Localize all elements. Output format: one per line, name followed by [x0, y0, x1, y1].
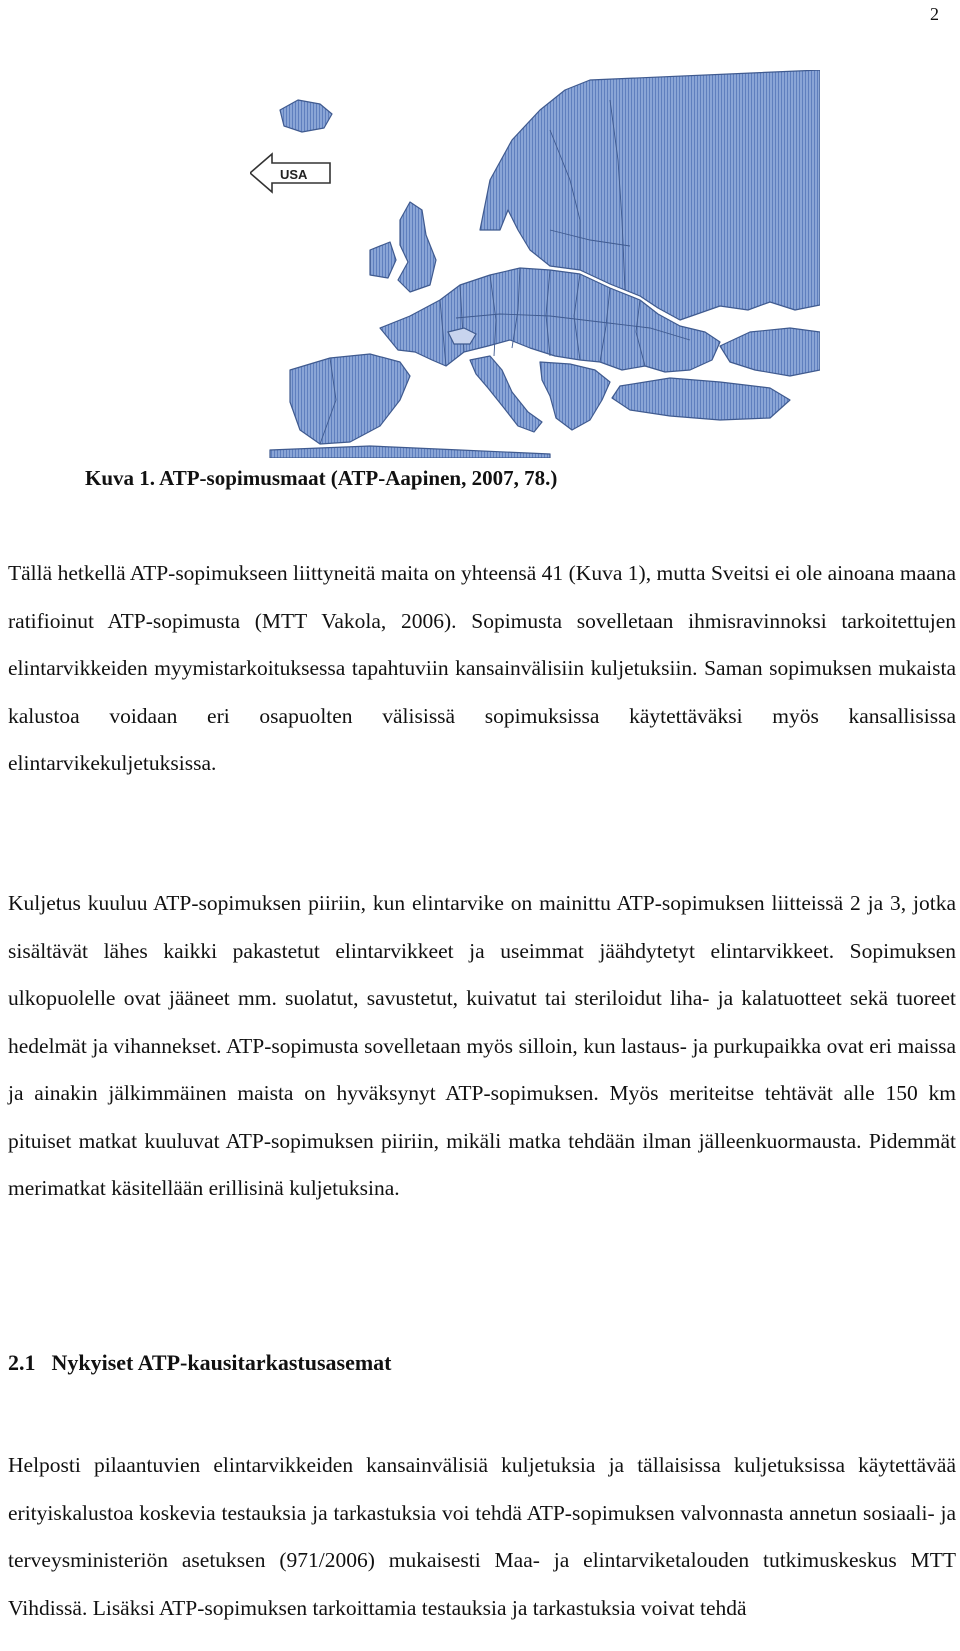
europe-map-figure: [250, 70, 820, 458]
caucasus-shape: [720, 328, 820, 376]
usa-arrow-label: [250, 154, 330, 192]
north-africa-shape: [270, 446, 550, 458]
ireland-shape: [370, 242, 396, 278]
figure-caption: Kuva 1. ATP-sopimusmaat (ATP-Aapinen, 2007, 78.): [85, 466, 558, 490]
paragraph-1: Tällä hetkellä ATP-sopimukseen liittyneitä maita on yhteensä 41 (Kuva 1), mutta Sveitsi ei ole ainoana maana ratifioinut ATP-sopimusta (MTT Vakola, 2006). Sopimusta sovelletaan ihmisravinnoksi tarkoitettujen elintarvikkeiden myymistarkoituksessa tapahtuviin kansainvälisiin kuljetuksiin. Saman sopimuksen mukaista kalustoa voidaan eri osapuolten välisissä sopimuksissa käytettäväksi myös kansallisissa elintarvikekuljetuksissa.: [8, 561, 956, 775]
section-heading: [8, 1350, 392, 1376]
iberia-shape: [290, 354, 410, 444]
country-shapes: [270, 70, 820, 458]
section-number: 2.1: [8, 1350, 36, 1375]
italy-shape: [470, 356, 542, 432]
britain-shape: [398, 202, 436, 292]
balkans-shape: [540, 362, 610, 430]
turkey-shape: [612, 378, 790, 420]
paragraph-2: Kuljetus kuuluu ATP-sopimuksen piiriin, kun elintarvike on mainittu ATP-sopimuksen liitteissä 2 ja 3, jotka sisältävät lähes kaikki pakastetut elintarvikkeet ja useimmat jäähdytetyt elintarvikkeet. Sopimuksen ulkopuolelle ovat jääneet mm. suolatut, savustetut, kuivatut tai steriloidut liha- ja kalatuotteet sekä tuoreet hedelmät ja vihannekset. ATP-sopimusta sovelletaan myös silloin, kun lastaus- ja purkupaikka ovat eri maissa ja ainakin jälkimmäinen maista on hyväksynyt ATP-sopimuksen. Myös meriteitse tehtävät alle 150 km pituiset matkat kuuluvat ATP-sopimuksen piiriin, mikäli matka tehdään ilman jälleenkuormausta. Pidemmät merimatkat käsitellään erillisinä kuljetuksina.: [8, 891, 956, 1200]
usa-label: USA: [280, 167, 308, 182]
page-number: 2: [930, 4, 939, 24]
section-title: Nykyiset ATP-kausitarkastusasemat: [51, 1350, 392, 1375]
paragraph-3: Helposti pilaantuvien elintarvikkeiden kansainvälisiä kuljetuksia ja tällaisissa kuljetuksissa käytettävää erityiskalustoa koskevia testauksia ja tarkastuksia voi tehdä ATP-sopimuksen valvonnasta annetun sosiaali- ja terveysministeriön asetuksen (971/2006) mukaisesti Maa- ja elintarviketalouden tutkimuskeskus MTT Vihdissä. Lisäksi ATP-sopimuksen tarkoittamia testauksia ja tarkastuksia voivat tehdä: [8, 1453, 956, 1620]
iceland-shape: [280, 100, 332, 132]
